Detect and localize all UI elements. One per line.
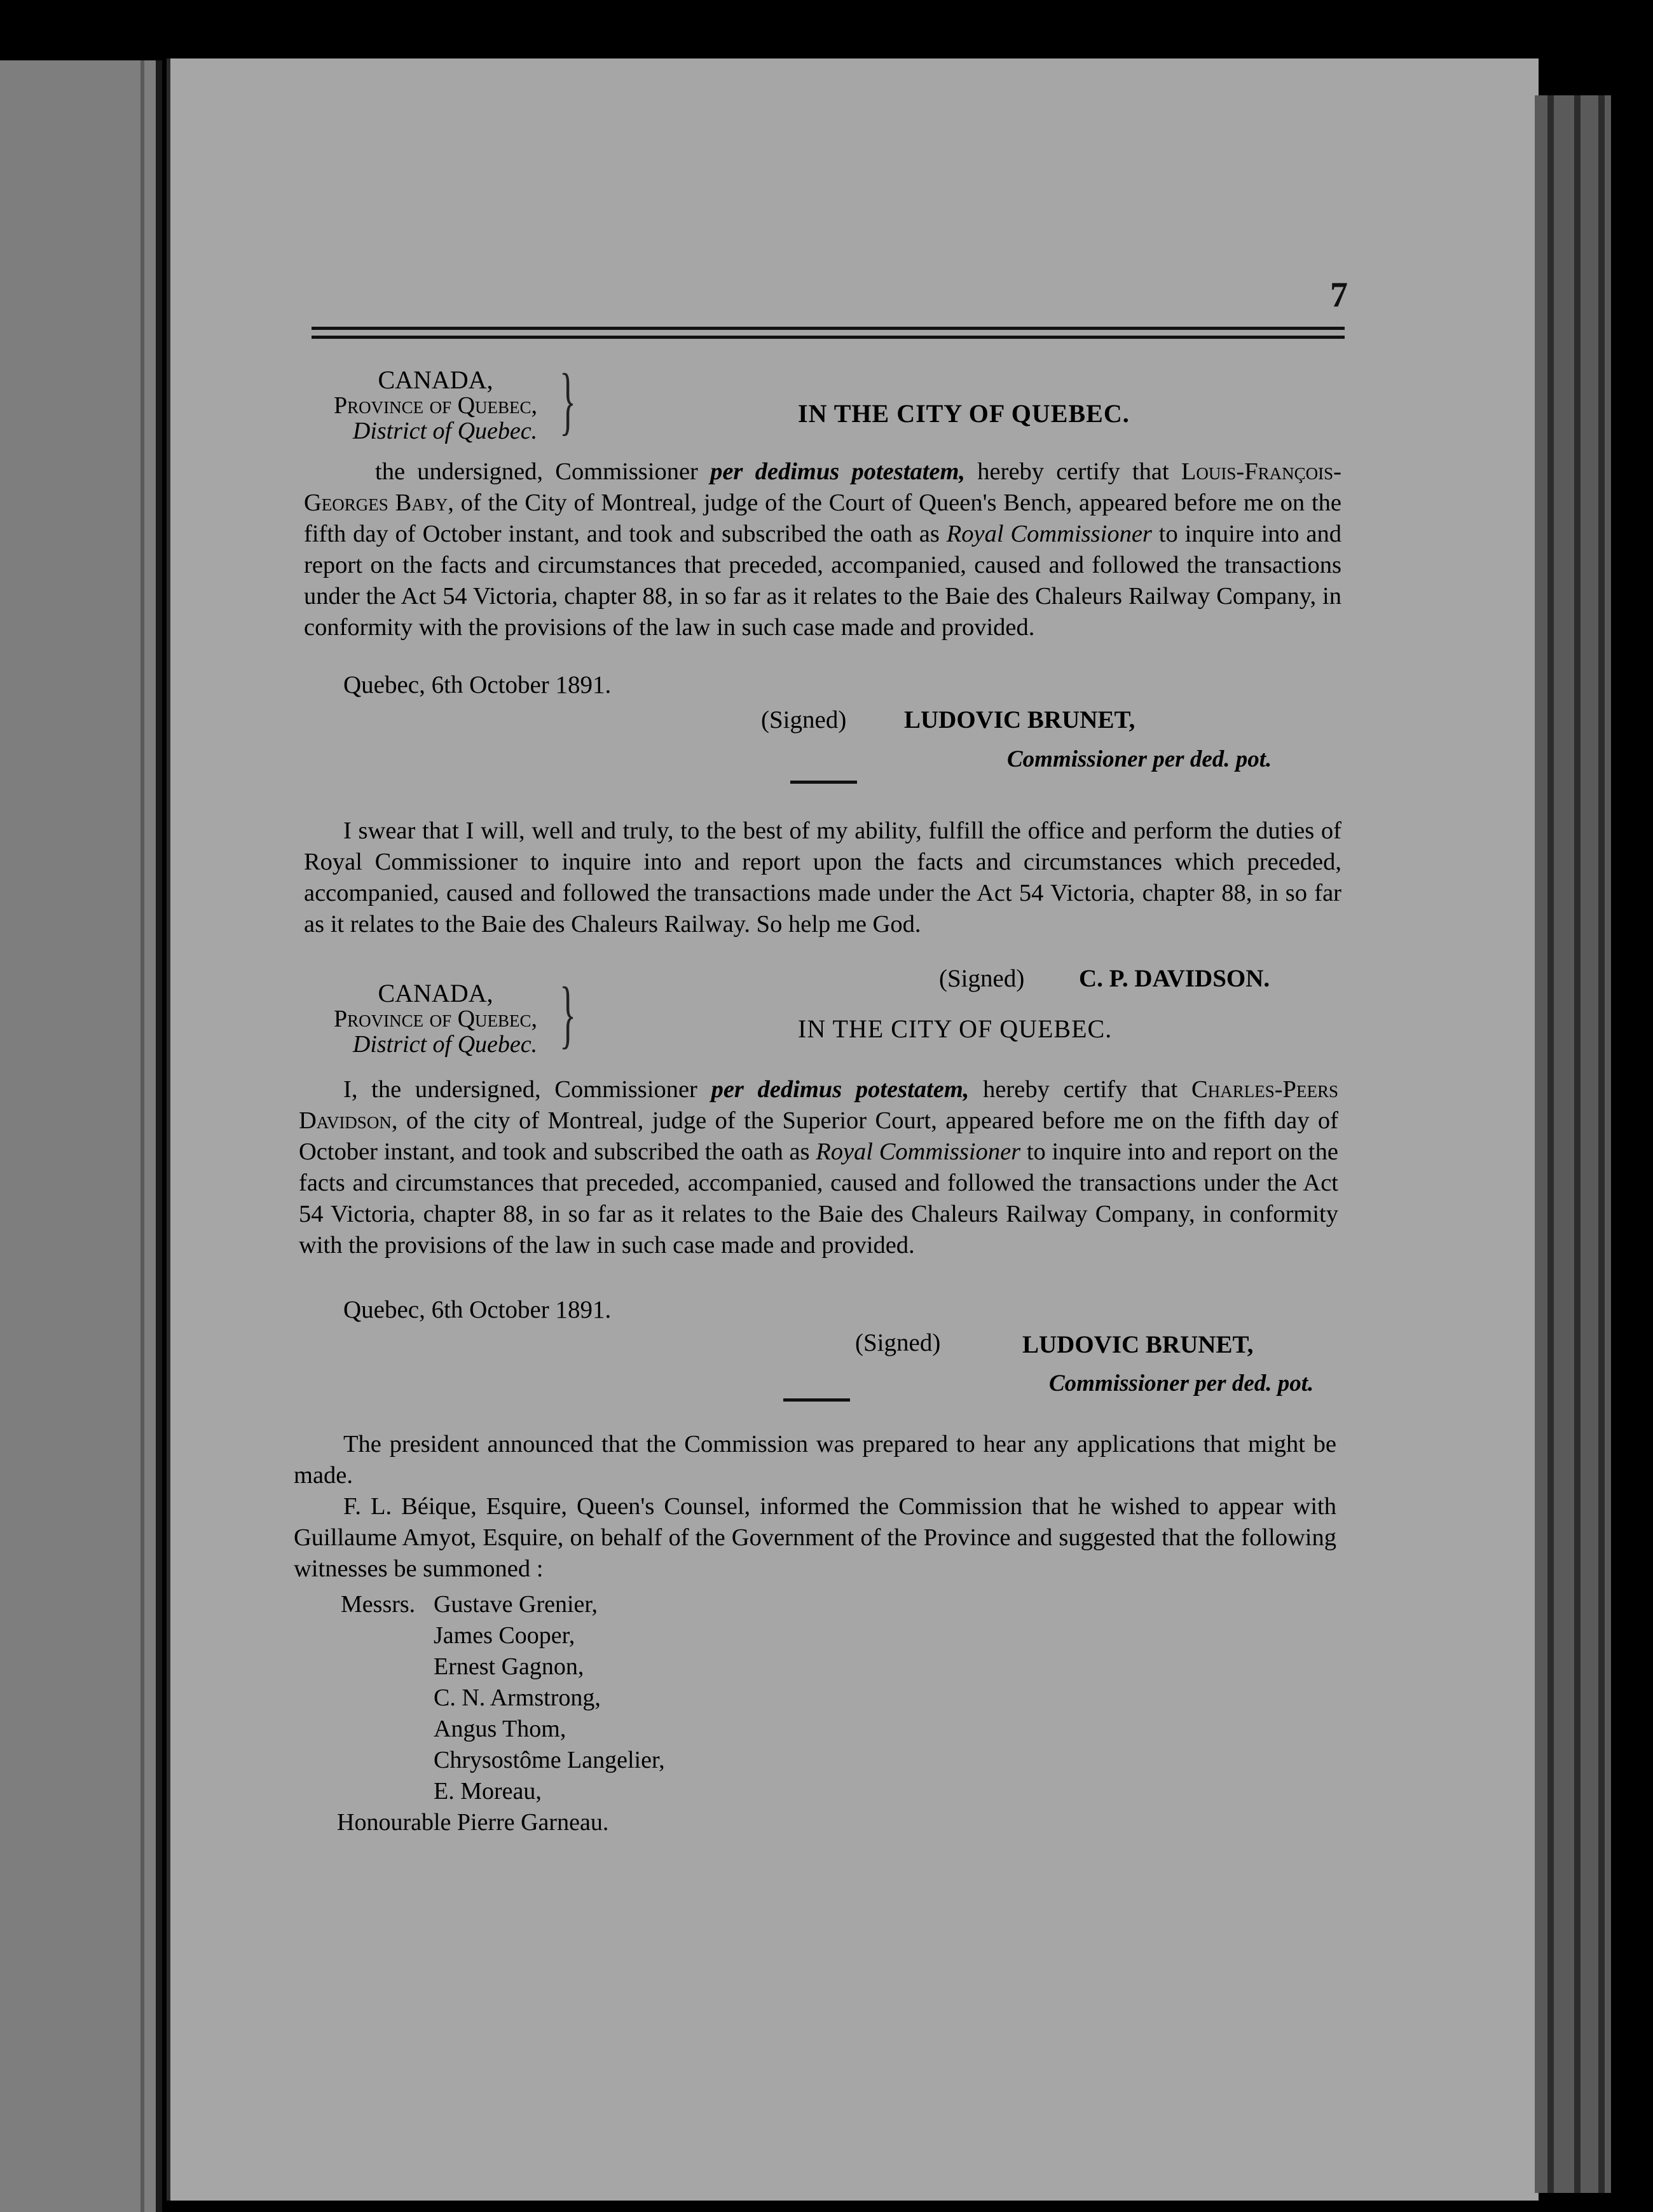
cert2-role: Royal Commissioner xyxy=(816,1138,1021,1165)
cert1-text-a: the undersigned, Commissioner xyxy=(375,458,711,485)
witness-name: Angus Thom, xyxy=(434,1716,566,1742)
cert2-signed: (Signed) xyxy=(855,1329,941,1356)
witness-name: Chrysostôme Langelier, xyxy=(434,1747,665,1773)
cert2-signer: LUDOVIC BRUNET, xyxy=(1022,1331,1254,1358)
cert2-text-a: I, the undersigned, Commissioner xyxy=(343,1076,711,1103)
cert2-title: Commissioner per ded. pot. xyxy=(1049,1370,1314,1396)
cert2-latin: per dedimus potestatem, xyxy=(711,1076,970,1103)
page-stack-edge xyxy=(1535,95,1611,2193)
cert2-name: Charles-Peers Davidson, xyxy=(299,1076,1338,1134)
cert2-text-e: to inquire into and report on the facts and circumstances that preceded, accompanied, caused and followed the transactions under the Act 54 Victoria, chapter 88, in so far as it relates to the Baie des Chaleurs Railway Company, in conformity with the provisions of the law in such case made and provided. xyxy=(299,1138,1338,1259)
cert1-latin: per dedimus potestatem, xyxy=(710,458,966,485)
cert1-title: Commissioner per ded. pot. xyxy=(1007,746,1272,772)
cert1-signer: LUDOVIC BRUNET, xyxy=(904,706,1135,734)
beique-text: F. L. Béique, Esquire, Queen's Counsel, informed the Commission that he wished to appear with Guillaume Amyot, Esquire, on behalf of the Government of the Province and suggested that the following witnesses be summoned : xyxy=(294,1493,1336,1582)
page-number: 7 xyxy=(1330,275,1348,315)
cert2-text-c: hereby certify that xyxy=(969,1076,1192,1103)
cert1-text-e: to inquire into and report on the facts and circumstances that preceded, accompanied, caused and followed the transactions under the Act 54 Victoria, chapter 88, in so far as it relates to the Baie des Chaleurs Railway Company, in conformity with the provisions of the law in such case made and provided. xyxy=(304,521,1341,641)
header-country: CANADA, xyxy=(378,365,493,394)
certificate-2-text xyxy=(299,1074,1338,1261)
header-district: District of Quebec. xyxy=(352,1031,538,1058)
facing-page-edge xyxy=(0,60,162,2212)
certificate-1-text xyxy=(304,456,1341,643)
oath-signer: C. P. DAVIDSON. xyxy=(1079,965,1270,992)
witness-name: E. Moreau, xyxy=(434,1778,542,1805)
oath-signed: (Signed) xyxy=(939,965,1025,992)
cert1-date: Quebec, 6th October 1891. xyxy=(343,671,612,699)
cert2-text-d: of the city of Montreal, judge of the Superior Court, appeared before me on the fifth day of October instant, and took and subscribed the oath as xyxy=(299,1107,1338,1165)
header-district: District of Quebec. xyxy=(352,418,538,444)
header-province: Province of Quebec, xyxy=(333,392,538,419)
cert2-date: Quebec, 6th October 1891. xyxy=(343,1296,612,1323)
header-country: CANADA, xyxy=(378,979,493,1007)
witness-last: Honourable Pierre Garneau. xyxy=(337,1809,609,1836)
cert1-name: Louis-François-Georges Baby, xyxy=(304,458,1341,516)
header-city: IN THE CITY OF QUEBEC. xyxy=(798,1014,1113,1043)
witness-name: C. N. Armstrong, xyxy=(434,1684,601,1711)
header-city: IN THE CITY OF QUEBEC. xyxy=(798,399,1130,428)
announcement-text: The president announced that the Commission was prepared to hear any applications that might be made. xyxy=(294,1431,1336,1489)
cert1-text-c: hereby certify that xyxy=(965,458,1181,485)
witness-name: Gustave Grenier, xyxy=(434,1591,598,1618)
cert1-signed: (Signed) xyxy=(761,706,847,734)
cert1-text-d: of the City of Montreal, judge of the Court of Queen's Bench, appeared before me on the fifth day of October instant, and took and subscribed the oath as xyxy=(304,489,1341,547)
brace: } xyxy=(559,358,576,442)
top-rule-2 xyxy=(312,336,1345,339)
witness-name: Ernest Gagnon, xyxy=(434,1653,584,1680)
cert1-role: Royal Commissioner xyxy=(946,521,1152,547)
witness-prefix: Messrs. xyxy=(341,1591,416,1618)
witness-name: James Cooper, xyxy=(434,1622,575,1649)
brace: } xyxy=(559,971,576,1056)
top-rule-1 xyxy=(312,327,1345,330)
oath-text: I swear that I will, well and truly, to the best of my ability, fulfill the office and perform the duties of Royal Commissioner to inquire into and report upon the facts and circumstances which preceded, accompanied, caused and followed the transactions made under the Act 54 Victoria, chapter 88, in so far as it relates to the Baie des Chaleurs Railway. So help me God. xyxy=(304,817,1341,938)
separator-1 xyxy=(790,781,857,784)
header-province: Province of Quebec, xyxy=(333,1006,538,1032)
separator-2 xyxy=(783,1398,850,1402)
